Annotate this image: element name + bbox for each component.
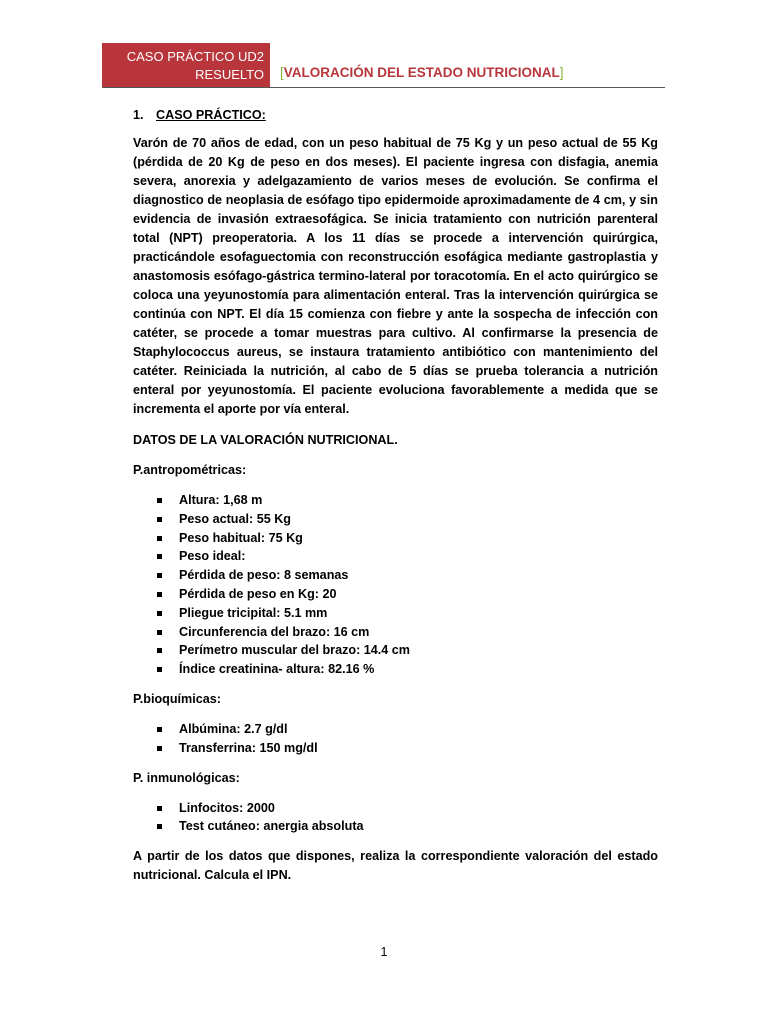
header-bracket-open: [ [280, 65, 284, 80]
section-title [133, 106, 658, 125]
list-item: Linfocitos: 2000 [157, 799, 658, 818]
antropometricas-heading: P.antropométricas: [133, 463, 247, 477]
data-heading: DATOS DE LA VALORACIÓN NUTRICIONAL. [133, 433, 398, 447]
list-item: Pérdida de peso: 8 semanas [157, 566, 658, 585]
header-bracket-close: ] [559, 65, 564, 80]
list-item: Circunferencia del brazo: 16 cm [157, 623, 658, 642]
header-label-line2: RESUELTO [195, 67, 264, 82]
inmunologicas-list [133, 799, 658, 837]
list-item: Peso actual: 55 Kg [157, 510, 658, 529]
header-title-text: VALORACIÓN DEL ESTADO NUTRICIONAL [283, 65, 560, 80]
list-item: Albúmina: 2.7 g/dl [157, 720, 658, 739]
bioquimicas-list [133, 720, 658, 758]
header-rule [102, 87, 665, 88]
case-description: Varón de 70 años de edad, con un peso habitual de 75 Kg y un peso actual de 55 Kg (pérdida de 20 Kg de peso en dos meses). El paciente ingresa con disfagia, anemia severa, anorexia y adelgazamiento de varios meses de evolución. Se confirma el diagnostico de neoplasia de esófago tipo epidermoide aproximadamente de 4 cm, y sin evidencia de invasión extraesofágica. Se inicia tratamiento con nutrición parenteral total (NPT) preoperatoria. A los 11 días se procede a intervención quirúrgica, practicándole esofaguectomia con reconstrucción esofágica mediante gastroplastia y anastomosis esófago-gástrica termino-lateral por toracotomía. En el acto quirúrgico se coloca una yeyunostomía para alimentación enteral. Tras la intervención quirúrgica se continúa con NPT. El día 15 comienza con fiebre y ante la sospecha de infección con catéter, se procede a tomar muestras para cultivo. Al confirmarse la presencia de Staphylococcus aureus, se instaura tratamiento antibiótico con mantenimiento del catéter. Reiniciada la nutrición, al cabo de 5 días se prueba tolerancia a nutrición enteral por yeyunostomía. El paciente evoluciona favorablemente a medida que se incrementa el aporte por vía enteral. [133, 136, 658, 416]
document-body [133, 106, 658, 897]
list-item: Pérdida de peso en Kg: 20 [157, 585, 658, 604]
list-item: Transferrina: 150 mg/dl [157, 739, 658, 758]
inmunologicas-heading: P. inmunológicas: [133, 770, 240, 785]
list-item: Altura: 1,68 m [157, 491, 658, 510]
list-item: Perímetro muscular del brazo: 14.4 cm [157, 641, 658, 660]
list-item: Índice creatinina- altura: 82.16 % [157, 660, 658, 679]
bioquimicas-heading: P.bioquímicas: [133, 691, 221, 706]
header-title [280, 65, 564, 80]
final-instruction: A partir de los datos que dispones, realiza la correspondiente valoración del estado nutricional. Calcula el IPN. [133, 849, 658, 883]
list-item: Pliegue tricipital: 5.1 mm [157, 604, 658, 623]
list-item: Peso habitual: 75 Kg [157, 529, 658, 548]
section-title-text: CASO PRÁCTICO: [156, 108, 266, 122]
list-item: Test cutáneo: anergia absoluta [157, 817, 658, 836]
header-label-box [102, 43, 270, 87]
section-number: 1. [133, 108, 144, 122]
header-label-line1: CASO PRÁCTICO UD2 [126, 49, 264, 64]
page-number: 1 [380, 945, 388, 959]
antropometricas-list [133, 491, 658, 679]
list-item: Peso ideal: [157, 547, 658, 566]
